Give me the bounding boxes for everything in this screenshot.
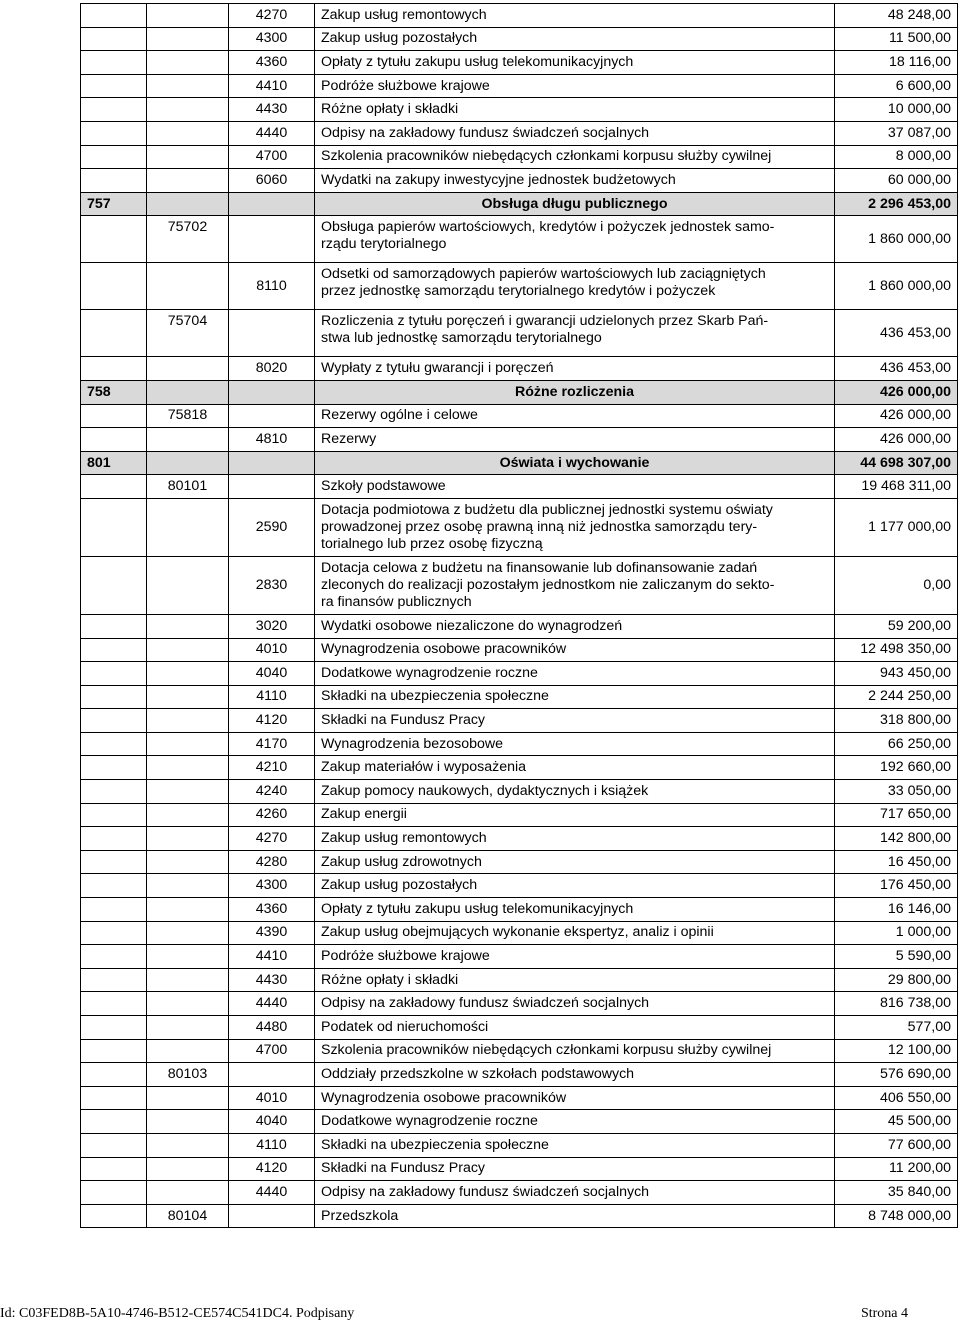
paragraf-cell: 4040 bbox=[229, 1110, 315, 1134]
description-cell: Rozliczenia z tytułu poręczeń i gwarancji udzielonych przez Skarb Pań- stwa lub jednostkę samorządu terytorialnego bbox=[315, 310, 835, 357]
rozdzial-cell bbox=[147, 1181, 229, 1205]
rozdzial-cell bbox=[147, 169, 229, 193]
rozdzial-cell bbox=[147, 874, 229, 898]
dzial-cell bbox=[81, 921, 147, 945]
table-row bbox=[81, 98, 958, 122]
rozdzial-cell bbox=[147, 780, 229, 804]
amount-cell: 16 450,00 bbox=[835, 850, 958, 874]
paragraf-cell bbox=[229, 404, 315, 428]
description-cell: Dotacja podmiotowa z budżetu dla publicznej jednostki systemu oświaty prowadzonej przez osobę prawną inną niż jednostka samorządu tery- torialnego lub przez osobę fizyczną bbox=[315, 498, 835, 556]
dzial-cell bbox=[81, 1063, 147, 1087]
description-cell: Zakup usług zdrowotnych bbox=[315, 850, 835, 874]
page-number: Strona 4 bbox=[860, 1306, 908, 1321]
rozdzial-cell: 80101 bbox=[147, 475, 229, 499]
amount-cell: 816 738,00 bbox=[835, 992, 958, 1016]
dzial-cell bbox=[81, 732, 147, 756]
dzial-cell bbox=[81, 556, 147, 614]
paragraf-cell bbox=[229, 1063, 315, 1087]
budget-table-body bbox=[81, 4, 958, 1228]
paragraf-cell: 4440 bbox=[229, 121, 315, 145]
rozdzial-cell bbox=[147, 898, 229, 922]
amount-cell: 45 500,00 bbox=[835, 1110, 958, 1134]
paragraf-cell: 4120 bbox=[229, 1157, 315, 1181]
table-row bbox=[81, 4, 958, 28]
description-cell: Wynagrodzenia bezosobowe bbox=[315, 732, 835, 756]
table-row bbox=[81, 614, 958, 638]
table-row bbox=[81, 827, 958, 851]
rozdzial-cell bbox=[147, 1016, 229, 1040]
description-cell: Zakup usług pozostałych bbox=[315, 27, 835, 51]
paragraf-cell: 4480 bbox=[229, 1016, 315, 1040]
table-row bbox=[81, 428, 958, 452]
table-row bbox=[81, 780, 958, 804]
table-row bbox=[81, 709, 958, 733]
dzial-cell bbox=[81, 310, 147, 357]
description-cell: Wydatki osobowe niezaliczone do wynagrodzeń bbox=[315, 614, 835, 638]
rozdzial-cell: 75702 bbox=[147, 216, 229, 263]
table-row bbox=[81, 1086, 958, 1110]
paragraf-cell: 8020 bbox=[229, 357, 315, 381]
dzial-cell bbox=[81, 780, 147, 804]
dzial-cell: 757 bbox=[81, 192, 147, 216]
dzial-cell bbox=[81, 404, 147, 428]
paragraf-cell: 4360 bbox=[229, 898, 315, 922]
table-row bbox=[81, 1063, 958, 1087]
description-cell: Obsługa długu publicznego bbox=[315, 192, 835, 216]
dzial-cell bbox=[81, 475, 147, 499]
description-cell: Wydatki na zakupy inwestycyjne jednostek budżetowych bbox=[315, 169, 835, 193]
rozdzial-cell bbox=[147, 638, 229, 662]
rozdzial-cell bbox=[147, 685, 229, 709]
amount-cell: 35 840,00 bbox=[835, 1181, 958, 1205]
table-row bbox=[81, 498, 958, 556]
table-row bbox=[81, 662, 958, 686]
rozdzial-cell bbox=[147, 556, 229, 614]
amount-cell: 192 660,00 bbox=[835, 756, 958, 780]
description-cell: Różne rozliczenia bbox=[315, 380, 835, 404]
amount-cell: 142 800,00 bbox=[835, 827, 958, 851]
table-row bbox=[81, 74, 958, 98]
amount-cell: 59 200,00 bbox=[835, 614, 958, 638]
description-cell: Zakup materiałów i wyposażenia bbox=[315, 756, 835, 780]
paragraf-cell: 4110 bbox=[229, 1133, 315, 1157]
amount-cell: 1 000,00 bbox=[835, 921, 958, 945]
table-row bbox=[81, 263, 958, 310]
description-cell: Zakup usług remontowych bbox=[315, 4, 835, 28]
table-row bbox=[81, 121, 958, 145]
dzial-cell bbox=[81, 74, 147, 98]
amount-cell: 1 177 000,00 bbox=[835, 498, 958, 556]
rozdzial-cell bbox=[147, 357, 229, 381]
description-cell: Dotacja celowa z budżetu na finansowanie lub dofinansowanie zadań zleconych do realizacji pozostałym jednostkom nie zaliczanym do sekto- ra finansów publicznych bbox=[315, 556, 835, 614]
table-row bbox=[81, 451, 958, 475]
table-row bbox=[81, 145, 958, 169]
amount-cell: 426 000,00 bbox=[835, 404, 958, 428]
rozdzial-cell bbox=[147, 662, 229, 686]
table-row bbox=[81, 1016, 958, 1040]
paragraf-cell: 4110 bbox=[229, 685, 315, 709]
table-row bbox=[81, 169, 958, 193]
table-row bbox=[81, 27, 958, 51]
rozdzial-cell: 75818 bbox=[147, 404, 229, 428]
rozdzial-cell bbox=[147, 192, 229, 216]
description-cell: Obsługa papierów wartościowych, kredytów i pożyczek jednostek samo- rządu terytorialnego bbox=[315, 216, 835, 263]
description-cell: Dodatkowe wynagrodzenie roczne bbox=[315, 1110, 835, 1134]
description-cell: Podróże służbowe krajowe bbox=[315, 74, 835, 98]
table-row bbox=[81, 192, 958, 216]
paragraf-cell: 4360 bbox=[229, 51, 315, 75]
table-row bbox=[81, 898, 958, 922]
paragraf-cell: 4300 bbox=[229, 874, 315, 898]
rozdzial-cell bbox=[147, 451, 229, 475]
table-row bbox=[81, 1110, 958, 1134]
amount-cell: 11 200,00 bbox=[835, 1157, 958, 1181]
paragraf-cell: 4410 bbox=[229, 74, 315, 98]
dzial-cell bbox=[81, 1181, 147, 1205]
dzial-cell bbox=[81, 1016, 147, 1040]
paragraf-cell bbox=[229, 451, 315, 475]
description-cell: Zakup pomocy naukowych, dydaktycznych i książek bbox=[315, 780, 835, 804]
description-cell: Opłaty z tytułu zakupu usług telekomunikacyjnych bbox=[315, 898, 835, 922]
dzial-cell bbox=[81, 428, 147, 452]
table-row bbox=[81, 921, 958, 945]
rozdzial-cell bbox=[147, 145, 229, 169]
dzial-cell bbox=[81, 121, 147, 145]
description-cell: Oddziały przedszkolne w szkołach podstawowych bbox=[315, 1063, 835, 1087]
table-row bbox=[81, 216, 958, 263]
amount-cell: 48 248,00 bbox=[835, 4, 958, 28]
table-row bbox=[81, 803, 958, 827]
table-row bbox=[81, 968, 958, 992]
amount-cell: 2 244 250,00 bbox=[835, 685, 958, 709]
paragraf-cell: 8110 bbox=[229, 263, 315, 310]
paragraf-cell: 4120 bbox=[229, 709, 315, 733]
amount-cell: 426 000,00 bbox=[835, 380, 958, 404]
paragraf-cell: 4260 bbox=[229, 803, 315, 827]
amount-cell: 436 453,00 bbox=[835, 357, 958, 381]
dzial-cell bbox=[81, 968, 147, 992]
paragraf-cell: 4300 bbox=[229, 27, 315, 51]
amount-cell: 44 698 307,00 bbox=[835, 451, 958, 475]
amount-cell: 6 600,00 bbox=[835, 74, 958, 98]
amount-cell: 426 000,00 bbox=[835, 428, 958, 452]
rozdzial-cell: 80104 bbox=[147, 1204, 229, 1228]
paragraf-cell bbox=[229, 216, 315, 263]
table-row bbox=[81, 874, 958, 898]
dzial-cell bbox=[81, 1039, 147, 1063]
amount-cell: 2 296 453,00 bbox=[835, 192, 958, 216]
rozdzial-cell bbox=[147, 1039, 229, 1063]
amount-cell: 77 600,00 bbox=[835, 1133, 958, 1157]
paragraf-cell: 4390 bbox=[229, 921, 315, 945]
dzial-cell bbox=[81, 709, 147, 733]
table-row bbox=[81, 850, 958, 874]
rozdzial-cell bbox=[147, 428, 229, 452]
paragraf-cell: 4270 bbox=[229, 4, 315, 28]
amount-cell: 436 453,00 bbox=[835, 310, 958, 357]
dzial-cell bbox=[81, 498, 147, 556]
amount-cell: 8 748 000,00 bbox=[835, 1204, 958, 1228]
amount-cell: 12 100,00 bbox=[835, 1039, 958, 1063]
dzial-cell bbox=[81, 614, 147, 638]
paragraf-cell bbox=[229, 192, 315, 216]
amount-cell: 717 650,00 bbox=[835, 803, 958, 827]
description-cell: Składki na Fundusz Pracy bbox=[315, 709, 835, 733]
amount-cell: 12 498 350,00 bbox=[835, 638, 958, 662]
rozdzial-cell bbox=[147, 732, 229, 756]
table-row bbox=[81, 51, 958, 75]
rozdzial-cell bbox=[147, 498, 229, 556]
dzial-cell bbox=[81, 357, 147, 381]
description-cell: Składki na ubezpieczenia społeczne bbox=[315, 685, 835, 709]
table-row bbox=[81, 475, 958, 499]
dzial-cell bbox=[81, 1204, 147, 1228]
amount-cell: 5 590,00 bbox=[835, 945, 958, 969]
rozdzial-cell bbox=[147, 709, 229, 733]
amount-cell: 29 800,00 bbox=[835, 968, 958, 992]
description-cell: Odpisy na zakładowy fundusz świadczeń socjalnych bbox=[315, 992, 835, 1016]
dzial-cell bbox=[81, 169, 147, 193]
paragraf-cell: 3020 bbox=[229, 614, 315, 638]
dzial-cell bbox=[81, 1133, 147, 1157]
description-cell: Przedszkola bbox=[315, 1204, 835, 1228]
amount-cell: 11 500,00 bbox=[835, 27, 958, 51]
amount-cell: 37 087,00 bbox=[835, 121, 958, 145]
description-cell: Różne opłaty i składki bbox=[315, 968, 835, 992]
description-cell: Wypłaty z tytułu gwarancji i poręczeń bbox=[315, 357, 835, 381]
amount-cell: 576 690,00 bbox=[835, 1063, 958, 1087]
amount-cell: 1 860 000,00 bbox=[835, 263, 958, 310]
paragraf-cell: 4700 bbox=[229, 145, 315, 169]
rozdzial-cell bbox=[147, 263, 229, 310]
description-cell: Wynagrodzenia osobowe pracowników bbox=[315, 1086, 835, 1110]
paragraf-cell bbox=[229, 1204, 315, 1228]
dzial-cell bbox=[81, 803, 147, 827]
amount-cell: 16 146,00 bbox=[835, 898, 958, 922]
description-cell: Dodatkowe wynagrodzenie roczne bbox=[315, 662, 835, 686]
description-cell: Różne opłaty i składki bbox=[315, 98, 835, 122]
dzial-cell bbox=[81, 874, 147, 898]
paragraf-cell: 4280 bbox=[229, 850, 315, 874]
paragraf-cell: 4430 bbox=[229, 968, 315, 992]
table-row bbox=[81, 1181, 958, 1205]
paragraf-cell bbox=[229, 380, 315, 404]
description-cell: Składki na Fundusz Pracy bbox=[315, 1157, 835, 1181]
description-cell: Podatek od nieruchomości bbox=[315, 1016, 835, 1040]
table-row bbox=[81, 732, 958, 756]
paragraf-cell bbox=[229, 475, 315, 499]
paragraf-cell: 4810 bbox=[229, 428, 315, 452]
table-row bbox=[81, 945, 958, 969]
rozdzial-cell bbox=[147, 945, 229, 969]
dzial-cell: 758 bbox=[81, 380, 147, 404]
dzial-cell bbox=[81, 638, 147, 662]
table-row bbox=[81, 380, 958, 404]
description-cell: Szkoły podstawowe bbox=[315, 475, 835, 499]
description-cell: Podróże służbowe krajowe bbox=[315, 945, 835, 969]
paragraf-cell: 2830 bbox=[229, 556, 315, 614]
document-id: Id: C03FED8B-5A10-4746-B512-CE574C541DC4. Podpisany bbox=[0, 1306, 355, 1321]
paragraf-cell: 4010 bbox=[229, 638, 315, 662]
description-cell: Odpisy na zakładowy fundusz świadczeń socjalnych bbox=[315, 1181, 835, 1205]
paragraf-cell: 4240 bbox=[229, 780, 315, 804]
rozdzial-cell bbox=[147, 992, 229, 1016]
dzial-cell bbox=[81, 98, 147, 122]
rozdzial-cell bbox=[147, 968, 229, 992]
table-row bbox=[81, 685, 958, 709]
rozdzial-cell bbox=[147, 1110, 229, 1134]
dzial-cell bbox=[81, 1086, 147, 1110]
amount-cell: 19 468 311,00 bbox=[835, 475, 958, 499]
amount-cell: 60 000,00 bbox=[835, 169, 958, 193]
description-cell: Zakup usług pozostałych bbox=[315, 874, 835, 898]
table-row bbox=[81, 404, 958, 428]
paragraf-cell: 4700 bbox=[229, 1039, 315, 1063]
amount-cell: 318 800,00 bbox=[835, 709, 958, 733]
table-row bbox=[81, 992, 958, 1016]
dzial-cell bbox=[81, 850, 147, 874]
table-row bbox=[81, 310, 958, 357]
dzial-cell: 801 bbox=[81, 451, 147, 475]
rozdzial-cell: 75704 bbox=[147, 310, 229, 357]
table-row bbox=[81, 756, 958, 780]
amount-cell: 66 250,00 bbox=[835, 732, 958, 756]
rozdzial-cell bbox=[147, 380, 229, 404]
dzial-cell bbox=[81, 945, 147, 969]
dzial-cell bbox=[81, 263, 147, 310]
paragraf-cell: 2590 bbox=[229, 498, 315, 556]
amount-cell: 0,00 bbox=[835, 556, 958, 614]
dzial-cell bbox=[81, 216, 147, 263]
description-cell: Zakup energii bbox=[315, 803, 835, 827]
dzial-cell bbox=[81, 685, 147, 709]
amount-cell: 176 450,00 bbox=[835, 874, 958, 898]
amount-cell: 33 050,00 bbox=[835, 780, 958, 804]
rozdzial-cell bbox=[147, 827, 229, 851]
table-row bbox=[81, 638, 958, 662]
rozdzial-cell: 80103 bbox=[147, 1063, 229, 1087]
dzial-cell bbox=[81, 992, 147, 1016]
paragraf-cell bbox=[229, 310, 315, 357]
amount-cell: 577,00 bbox=[835, 1016, 958, 1040]
rozdzial-cell bbox=[147, 74, 229, 98]
rozdzial-cell bbox=[147, 1133, 229, 1157]
amount-cell: 1 860 000,00 bbox=[835, 216, 958, 263]
dzial-cell bbox=[81, 27, 147, 51]
table-row bbox=[81, 1157, 958, 1181]
rozdzial-cell bbox=[147, 921, 229, 945]
description-cell: Opłaty z tytułu zakupu usług telekomunikacyjnych bbox=[315, 51, 835, 75]
rozdzial-cell bbox=[147, 27, 229, 51]
dzial-cell bbox=[81, 51, 147, 75]
rozdzial-cell bbox=[147, 51, 229, 75]
description-cell: Wynagrodzenia osobowe pracowników bbox=[315, 638, 835, 662]
description-cell: Składki na ubezpieczenia społeczne bbox=[315, 1133, 835, 1157]
rozdzial-cell bbox=[147, 850, 229, 874]
paragraf-cell: 4440 bbox=[229, 1181, 315, 1205]
rozdzial-cell bbox=[147, 4, 229, 28]
paragraf-cell: 4410 bbox=[229, 945, 315, 969]
paragraf-cell: 4210 bbox=[229, 756, 315, 780]
paragraf-cell: 4270 bbox=[229, 827, 315, 851]
paragraf-cell: 4010 bbox=[229, 1086, 315, 1110]
description-cell: Zakup usług obejmujących wykonanie ekspertyz, analiz i opinii bbox=[315, 921, 835, 945]
description-cell: Odpisy na zakładowy fundusz świadczeń socjalnych bbox=[315, 121, 835, 145]
paragraf-cell: 4040 bbox=[229, 662, 315, 686]
description-cell: Zakup usług remontowych bbox=[315, 827, 835, 851]
paragraf-cell: 4170 bbox=[229, 732, 315, 756]
description-cell: Odsetki od samorządowych papierów wartościowych lub zaciągniętych przez jednostkę samorządu terytorialnego kredytów i pożyczek bbox=[315, 263, 835, 310]
dzial-cell bbox=[81, 145, 147, 169]
budget-table bbox=[80, 3, 958, 1228]
amount-cell: 18 116,00 bbox=[835, 51, 958, 75]
paragraf-cell: 4430 bbox=[229, 98, 315, 122]
rozdzial-cell bbox=[147, 756, 229, 780]
amount-cell: 406 550,00 bbox=[835, 1086, 958, 1110]
description-cell: Szkolenia pracowników niebędących członkami korpusu służby cywilnej bbox=[315, 1039, 835, 1063]
rozdzial-cell bbox=[147, 614, 229, 638]
amount-cell: 8 000,00 bbox=[835, 145, 958, 169]
description-cell: Rezerwy bbox=[315, 428, 835, 452]
table-row bbox=[81, 357, 958, 381]
rozdzial-cell bbox=[147, 1157, 229, 1181]
description-cell: Rezerwy ogólne i celowe bbox=[315, 404, 835, 428]
dzial-cell bbox=[81, 756, 147, 780]
table-row bbox=[81, 1039, 958, 1063]
amount-cell: 10 000,00 bbox=[835, 98, 958, 122]
rozdzial-cell bbox=[147, 98, 229, 122]
table-row bbox=[81, 556, 958, 614]
dzial-cell bbox=[81, 4, 147, 28]
paragraf-cell: 4440 bbox=[229, 992, 315, 1016]
description-cell: Szkolenia pracowników niebędących członkami korpusu służby cywilnej bbox=[315, 145, 835, 169]
rozdzial-cell bbox=[147, 121, 229, 145]
table-row bbox=[81, 1204, 958, 1228]
dzial-cell bbox=[81, 1110, 147, 1134]
rozdzial-cell bbox=[147, 1086, 229, 1110]
dzial-cell bbox=[81, 1157, 147, 1181]
dzial-cell bbox=[81, 662, 147, 686]
rozdzial-cell bbox=[147, 803, 229, 827]
dzial-cell bbox=[81, 898, 147, 922]
paragraf-cell: 6060 bbox=[229, 169, 315, 193]
amount-cell: 943 450,00 bbox=[835, 662, 958, 686]
dzial-cell bbox=[81, 827, 147, 851]
description-cell: Oświata i wychowanie bbox=[315, 451, 835, 475]
table-row bbox=[81, 1133, 958, 1157]
